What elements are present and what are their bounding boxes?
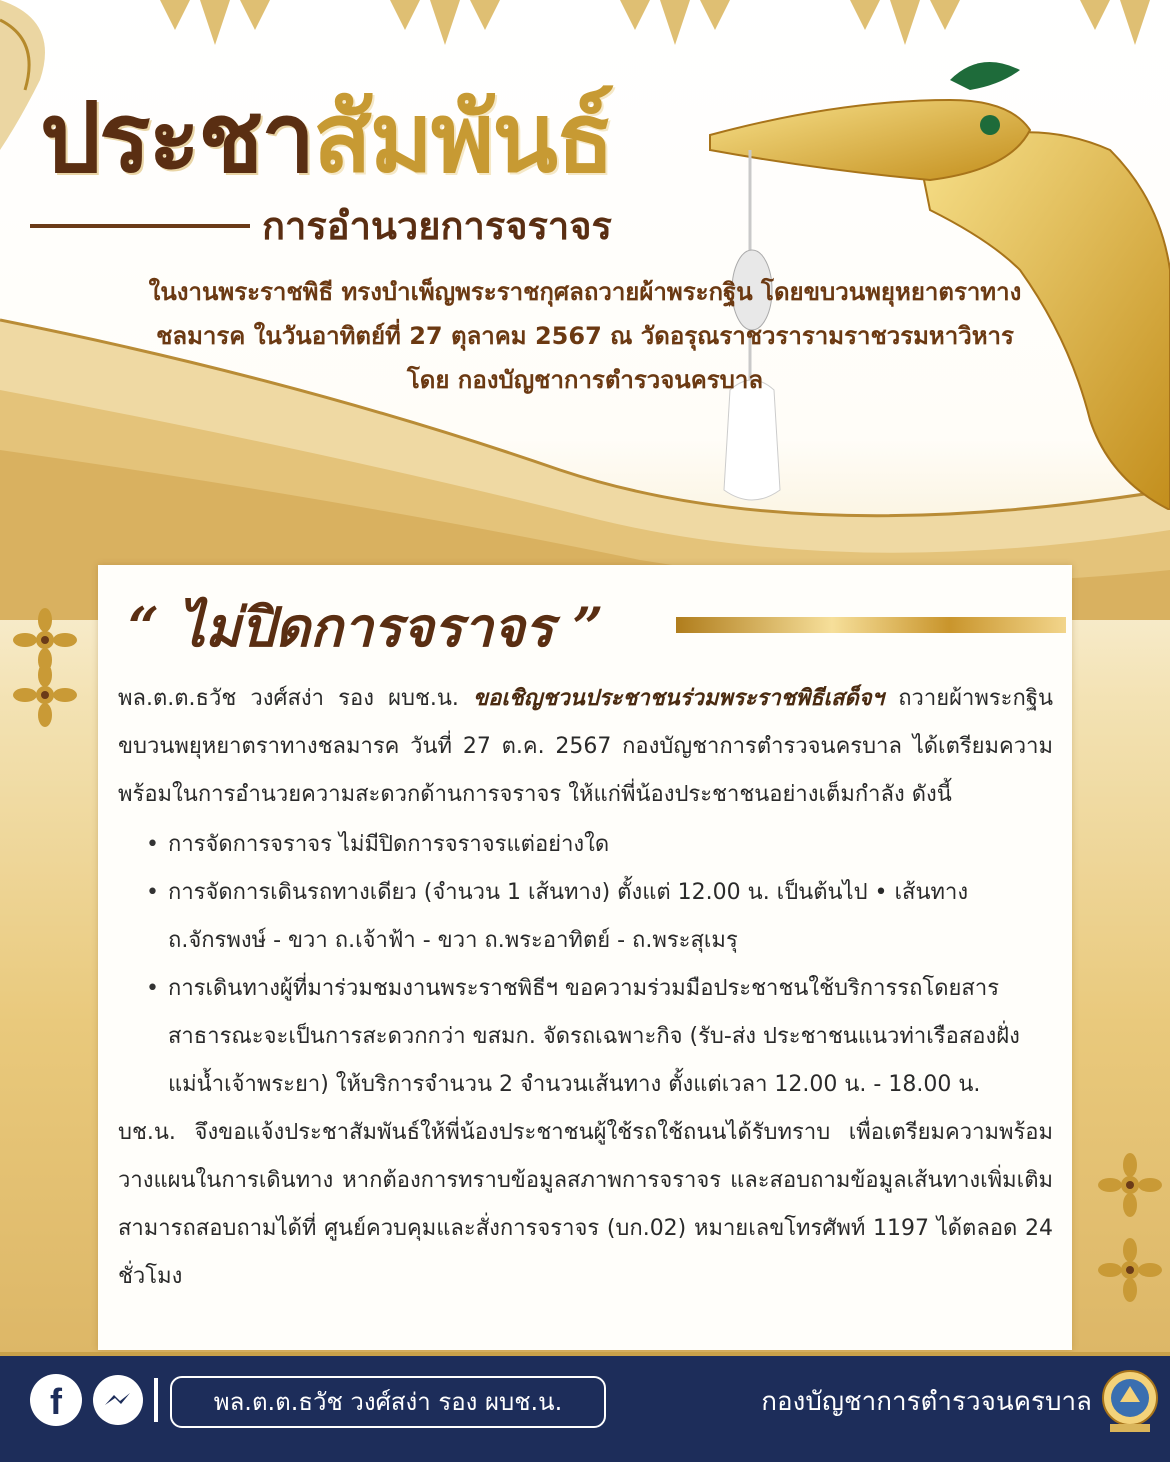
- content-card: [98, 565, 1072, 1350]
- intro-line: ชลมารค ในวันอาทิตย์ที่ 27 ตุลาคม 2567 ณ วัดอรุณราชวรารามราชวรมหาวิหาร: [156, 322, 1014, 350]
- list-item: • การเดินทางผู้ที่มาร่วมชมงานพระราชพิธีฯ ขอความร่วมมือประชาชนใช้บริการรถโดยสารสาธารณะจะเป็นการสะดวกกว่า ขสมก. จัดรถเฉพาะกิจ (รับ-ส่ง ประชาชนแนวท่าเรือสองฝั่งแม่น้ำเจ้าพระยา) ให้บริการจำนวน 2 จำนวนเส้นทาง ตั้งแต่เวลา 12.00 น. - 18.00 น.: [168, 965, 1053, 1109]
- flower-ornament-icon: [1095, 1235, 1165, 1305]
- flower-ornament-icon: [1095, 1150, 1165, 1220]
- title-part-1: ประชา: [40, 81, 314, 194]
- flower-ornament-icon: [10, 660, 80, 730]
- messenger-icon[interactable]: [92, 1374, 144, 1426]
- para1-emphasis: ขอเชิญชวนประชาชนร่วมพระราชพิธีเสด็จฯ: [473, 686, 885, 711]
- intro-line: โดย กองบัญชาการตำรวจนครบาล: [406, 366, 764, 394]
- police-emblem-icon: [1100, 1368, 1160, 1434]
- organization-name: กองบัญชาการตำรวจนครบาล: [761, 1387, 1092, 1417]
- para1-prefix: พล.ต.ต.ธวัช วงศ์สง่า รอง ผบช.น.: [118, 686, 474, 711]
- subtitle: การอำนวยการจราจร: [262, 204, 612, 248]
- list-item: • การจัดการจราจร ไม่มีปิดการจราจรแต่อย่างใด: [168, 821, 1053, 869]
- subtitle-divider: [30, 224, 250, 228]
- card-body: [118, 675, 1053, 1335]
- footer-bar: [0, 1352, 1170, 1462]
- main-title: [40, 78, 680, 208]
- title-part-2: สัมพันธ์: [313, 81, 613, 194]
- card-heading: “ ไม่ปิดการจราจร ”: [128, 595, 604, 659]
- facebook-icon[interactable]: f: [30, 1374, 82, 1426]
- para1-suffix: ถวายผ้าพระกฐิน ขบวนพยุหยาตราทางชลมารค วันที่ 27 ต.ค. 2567 กองบัญชาการตำรวจนครบาล ได้เตรียมความพร้อมในการอำนวยความสะดวกด้านการจราจร ให้แก่พี่น้องประชาชนอย่างเต็มกำลัง ดังนี้: [118, 686, 1053, 807]
- list-item: • การจัดการเดินรถทางเดียว (จำนวน 1 เส้นทาง) ตั้งแต่ 12.00 น. เป็นต้นไป • เส้นทาง ถ.จักรพงษ์ - ขวา ถ.เจ้าฟ้า - ขวา ถ.พระอาทิตย์ - ถ.พระสุเมรุ: [168, 869, 1053, 965]
- paragraph-intro: [118, 675, 1053, 819]
- paragraph-closing: บช.น. จึงขอแจ้งประชาสัมพันธ์ให้พี่น้องประชาชนผู้ใช้รถใช้ถนนได้รับทราบ เพื่อเตรียมความพร้อมวางแผนในการเดินทาง หากต้องการทราบข้อมูลสภาพการจราจร และสอบถามข้อมูลเส้นทางเพิ่มเติม สามารถสอบถามได้ที่ ศูนย์ควบคุมและสั่งการจราจร (บก.02) หมายเลขโทรศัพท์ 1197 ได้ตลอด 24 ชั่วโมง: [118, 1120, 1053, 1289]
- intro-text: [40, 270, 1130, 410]
- officer-name-label: พล.ต.ต.ธวัช วงศ์สง่า รอง ผบช.น.: [170, 1376, 606, 1428]
- intro-line: ในงานพระราชพิธี ทรงบำเพ็ญพระราชกุศลถวายผ้าพระกฐิน โดยขบวนพยุหยาตราทาง: [148, 278, 1022, 306]
- heading-gold-bar: [676, 617, 1066, 633]
- footer-divider: [154, 1378, 158, 1422]
- bullet-list: [118, 821, 1053, 1109]
